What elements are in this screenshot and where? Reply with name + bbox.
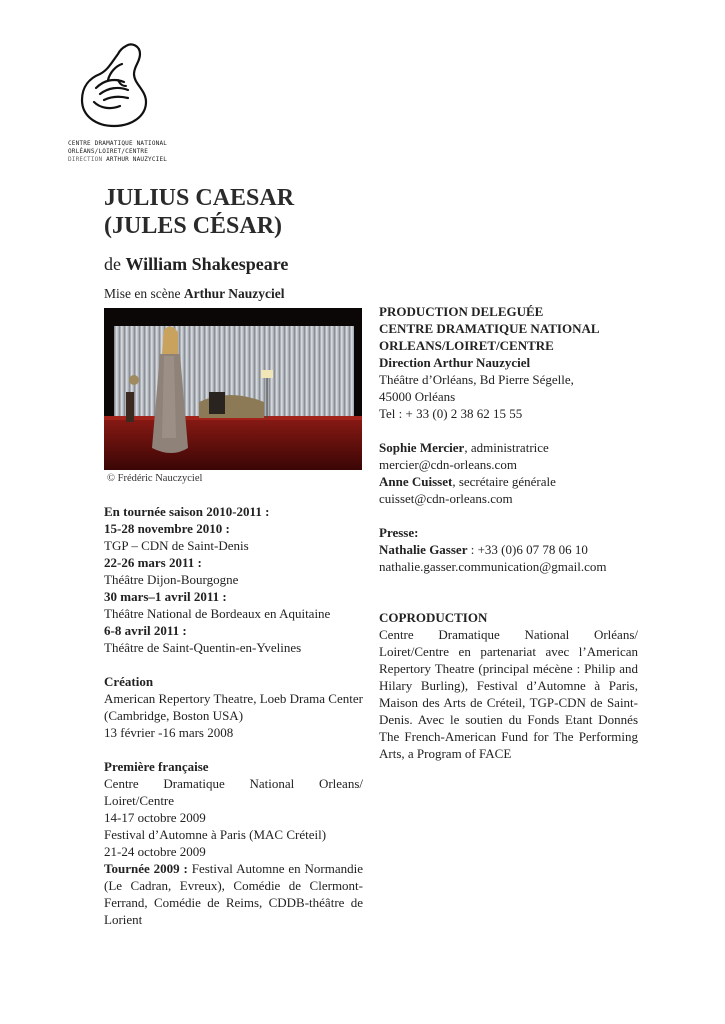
coproduction-heading: COPRODUCTION xyxy=(379,610,488,625)
creation-text: American Repertory Theatre, Loeb Drama Center (Cambridge, Boston USA) xyxy=(104,691,363,723)
contact-1-role: , administratrice xyxy=(464,440,549,455)
left-column xyxy=(104,503,363,928)
creation-dates: 13 février -16 mars 2008 xyxy=(104,725,234,740)
mise-en-scene-prefix: Mise en scène xyxy=(104,286,181,301)
creation-heading: Création xyxy=(104,674,154,689)
press-heading: Presse: xyxy=(379,525,419,540)
contact-2-name: Anne Cuisset xyxy=(379,474,453,489)
author-prefix: de xyxy=(104,254,121,274)
press-phone: : +33 (0)6 07 78 06 10 xyxy=(467,542,588,557)
photo-credit: © Frédéric Nauczyciel xyxy=(107,473,203,484)
author-line xyxy=(104,254,288,275)
premiere-dates-1: 14-17 octobre 2009 xyxy=(104,810,206,825)
contact-1 xyxy=(379,439,638,456)
contact-1-name: Sophie Mercier xyxy=(379,440,465,455)
title-line-1: JULIUS CAESAR xyxy=(104,185,295,211)
coproduction-text: Centre Dramatique National Orléans/ Loiret/Centre en partenariat avec l’American Repertory Theatre (principal mécène : Philip and Hilary Burling), Festival d’Automne à Paris, Maison des Arts de Créteil, TGP-CDN de Saint-Denis. Avec le soutien du Fonds Etant Donnés The French-American Fund for The Performing Arts, a Program of FACE xyxy=(379,627,638,761)
contact-1-email[interactable]: mercier@cdn-orleans.com xyxy=(379,457,517,472)
logo-direction-label: DIRECTION xyxy=(68,156,103,163)
production-photo xyxy=(104,308,362,470)
logo-director-name: ARTHUR NAUZYCIEL xyxy=(106,156,168,163)
logo-line-1: CENTRE DRAMATIQUE NATIONAL xyxy=(68,140,168,147)
production-tel: Tel : + 33 (0) 2 38 62 15 55 xyxy=(379,406,523,421)
tour-2009-label: Tournée 2009 : xyxy=(104,861,188,876)
tour-date-1: 15-28 novembre 2010 : xyxy=(104,521,230,536)
press-contact xyxy=(379,541,638,558)
premiere-venue-2: Festival d’Automne à Paris (MAC Créteil) xyxy=(104,827,327,842)
press-email[interactable]: nathalie.gasser.communication@gmail.com xyxy=(379,559,607,574)
tour-2009 xyxy=(104,860,363,928)
logo-caption xyxy=(68,140,167,164)
tour-heading: En tournée saison 2010-2011 : xyxy=(104,504,270,519)
press-name: Nathalie Gasser xyxy=(379,542,468,557)
mise-en-scene-line xyxy=(104,286,284,302)
production-address-1: Théâtre d’Orléans, Bd Pierre Ségelle, xyxy=(379,372,574,387)
premiere-dates-2: 21-24 octobre 2009 xyxy=(104,844,206,859)
tour-venue-2: Théâtre Dijon-Bourgogne xyxy=(104,572,239,587)
tour-venue-1: TGP – CDN de Saint-Denis xyxy=(104,538,249,553)
premiere-heading: Première française xyxy=(104,759,209,774)
contact-2-email[interactable]: cuisset@cdn-orleans.com xyxy=(379,491,513,506)
production-company: CENTRE DRAMATIQUE NATIONAL ORLEANS/LOIRET/CENTRE xyxy=(379,321,599,353)
right-column xyxy=(379,303,638,762)
logo-line-2: ORLÉANS/LOIRET/CENTRE xyxy=(68,148,149,155)
tour-date-2: 22-26 mars 2011 : xyxy=(104,555,202,570)
production-heading: PRODUCTION DELEGUÉE xyxy=(379,304,544,319)
premiere-venue-1: Centre Dramatique National Orleans/ Loiret/Centre xyxy=(104,776,363,808)
tour-venue-3: Théâtre National de Bordeaux en Aquitaine xyxy=(104,606,331,621)
logo-line-3 xyxy=(68,156,167,164)
contact-2 xyxy=(379,473,638,490)
tour-venue-4: Théâtre de Saint-Quentin-en-Yvelines xyxy=(104,640,302,655)
author-name: William Shakespeare xyxy=(125,254,289,274)
theatre-logo-icon xyxy=(74,40,154,130)
tour-date-3: 30 mars–1 avril 2011 : xyxy=(104,589,227,604)
page-title xyxy=(104,184,294,240)
tour-date-4: 6-8 avril 2011 : xyxy=(104,623,187,638)
title-line-2: (JULES CÉSAR) xyxy=(104,213,283,239)
tour-2009-text: Festival Automne en Normandie (Le Cadran, Evreux), Comédie de Clermont-Ferrand, Comédie de Reims, CDDB-théâtre de Lorient xyxy=(104,861,363,927)
production-direction: Direction Arthur Nauzyciel xyxy=(379,355,531,370)
production-address-2: 45000 Orléans xyxy=(379,389,456,404)
director-name: Arthur Nauzyciel xyxy=(183,286,285,301)
contact-2-role: , secrétaire générale xyxy=(452,474,556,489)
